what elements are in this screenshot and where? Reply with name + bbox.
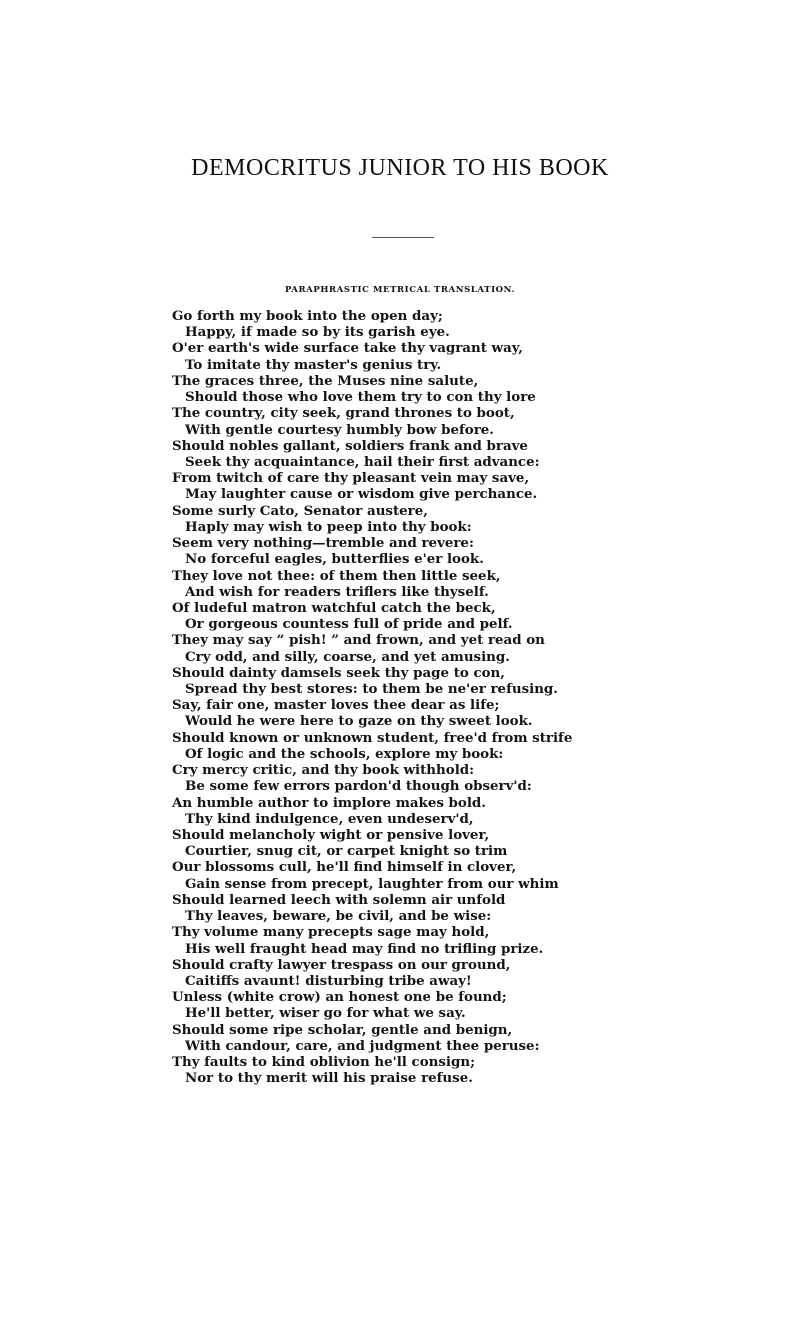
- poem-line: They may say “ pish! ” and frown, and yet read on: [172, 632, 545, 649]
- poem-line: Unless (white crow) an honest one be found;: [172, 989, 507, 1006]
- poem-line: Spread thy best stores: to them be ne'er refusing.: [185, 681, 558, 698]
- poem-line: No forceful eagles, butterflies e'er look.: [185, 551, 484, 568]
- poem-line: An humble author to implore makes bold.: [172, 794, 486, 811]
- poem-line: The country, city seek, grand thrones to boot,: [172, 405, 515, 422]
- poem-line: Cry odd, and silly, coarse, and yet amusing.: [185, 648, 510, 665]
- poem-line: Should known or unknown student, free'd from strife: [172, 729, 573, 746]
- poem-line: Our blossoms cull, he'll find himself in clover,: [172, 859, 517, 876]
- poem-line: They love not thee: of them then little seek,: [172, 567, 501, 584]
- poem-line: Haply may wish to peep into thy book:: [185, 518, 472, 535]
- poem-line: Some surly Cato, Senator austere,: [172, 502, 428, 519]
- poem-line: Should melancholy wight or pensive lover,: [172, 827, 490, 843]
- poem-line: Should crafty lawyer trespass on our ground,: [172, 956, 511, 973]
- poem-line: Happy, if made so by its garish eye.: [185, 324, 450, 341]
- poem-line: Thy leaves, beware, be civil, and be wise:: [185, 908, 492, 925]
- poem-line: Should dainty damsels seek thy page to con,: [172, 664, 505, 681]
- poem-line: Thy kind indulgence, even undeserv'd,: [185, 810, 474, 827]
- poem-line: Seek thy acquaintance, hail their first advance:: [185, 453, 540, 470]
- poem-line: Go forth my book into the open day;: [172, 308, 443, 324]
- poem-line: O'er earth's wide surface take thy vagrant way,: [172, 340, 523, 357]
- poem-line: To imitate thy master's genius try.: [185, 356, 442, 373]
- poem-line: Be some few errors pardon'd though observ'd:: [185, 778, 532, 795]
- poem-line: His well fraught head may find no trifling prize.: [185, 940, 544, 957]
- poem-line: Of logic and the schools, explore my book:: [185, 745, 504, 762]
- poem-line: Thy faults to kind oblivion he'll consign;: [172, 1054, 476, 1071]
- poem-line: And wish for readers triflers like thyself.: [185, 583, 489, 600]
- poem-line: Nor to thy merit will his praise refuse.: [185, 1070, 473, 1087]
- poem-line: Gain sense from precept, laughter from our whim: [185, 875, 559, 892]
- poem-line: The graces three, the Muses nine salute,: [172, 372, 479, 389]
- poem-line: Of ludeful matron watchful catch the beck,: [172, 599, 496, 616]
- poem-line: Should some ripe scholar, gentle and benign,: [172, 1021, 513, 1038]
- poem-line: Or gorgeous countess full of pride and pelf.: [185, 616, 513, 633]
- title-divider: [372, 237, 434, 238]
- poem-line: Courtier, snug cit, or carpet knight so trim: [185, 843, 508, 860]
- page-title: DEMOCRITUS JUNIOR TO HIS BOOK: [191, 155, 609, 181]
- poem-line: Cry mercy critic, and thy book withhold:: [172, 762, 475, 779]
- poem-line: Should learned leech with solemn air unfold: [172, 891, 506, 908]
- poem-line: Should those who love them try to con thy lore: [185, 389, 536, 406]
- poem-line: He'll better, wiser go for what we say.: [185, 1005, 466, 1022]
- poem-line: Should nobles gallant, soldiers frank and brave: [172, 437, 528, 454]
- poem-line: Say, fair one, master loves thee dear as life;: [172, 697, 500, 714]
- poem-line: May laughter cause or wisdom give perchance.: [185, 486, 538, 503]
- poem-line: Would he were here to gaze on thy sweet look.: [185, 713, 533, 730]
- poem-line: Seem very nothing—tremble and revere:: [172, 535, 474, 552]
- poem-line: Caitiffs avaunt! disturbing tribe away!: [185, 972, 472, 989]
- subtitle: PARAPHRASTIC METRICAL TRANSLATION.: [284, 285, 516, 295]
- poem-line: Thy volume many precepts sage may hold,: [172, 924, 490, 941]
- poem-line: With gentle courtesy humbly bow before.: [185, 421, 494, 438]
- poem-body: [172, 308, 732, 1087]
- poem-line: From twitch of care thy pleasant vein may save,: [172, 470, 530, 487]
- poem-line: With candour, care, and judgment thee peruse:: [185, 1037, 540, 1054]
